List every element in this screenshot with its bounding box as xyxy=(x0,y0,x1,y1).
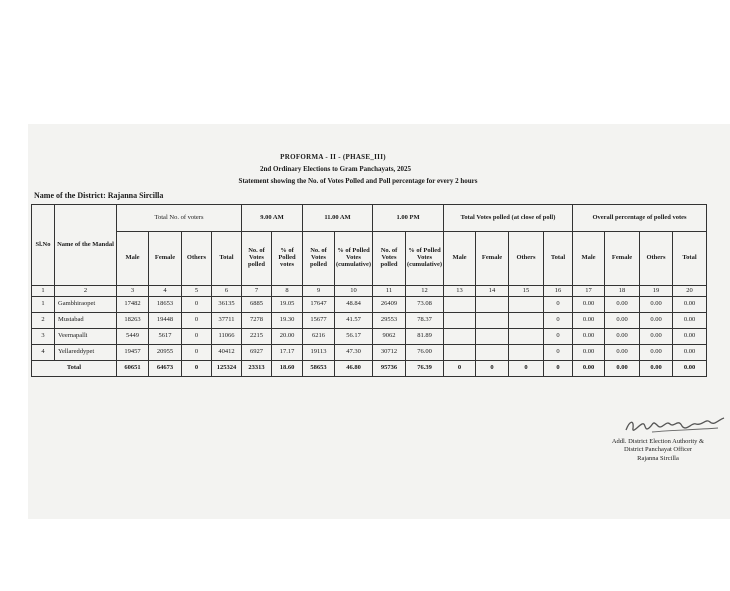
col-number: 2 xyxy=(55,286,117,297)
total-others: 0 xyxy=(182,361,212,377)
cell-pct-1pm: 81.89 xyxy=(406,329,444,345)
total-votes-9am: 23313 xyxy=(242,361,272,377)
total-overall-total: 0.00 xyxy=(673,361,707,377)
signature-line-1: Addl. District Election Authority & xyxy=(611,438,705,445)
cell-close-total: 0 xyxy=(544,297,573,313)
total-close-total: 0 xyxy=(544,361,573,377)
cell-close-others xyxy=(509,329,544,345)
header-total-voters: Total No. of voters xyxy=(117,205,242,232)
cell-overall-male: 0.00 xyxy=(573,297,605,313)
col-number: 8 xyxy=(272,286,303,297)
cell-overall-female: 0.00 xyxy=(605,329,640,345)
cell-close-others xyxy=(509,313,544,329)
subheader-close-total: Total xyxy=(544,232,573,286)
header-mandal: Name of the Mandal xyxy=(55,205,117,286)
col-number: 20 xyxy=(673,286,707,297)
cell-overall-total: 0.00 xyxy=(673,297,707,313)
subheader-close-female: Female xyxy=(476,232,509,286)
cell-close-total: 0 xyxy=(544,329,573,345)
subheader-female: Female xyxy=(149,232,182,286)
cell-pct-11am: 48.84 xyxy=(335,297,373,313)
cell-pct-11am: 56.17 xyxy=(335,329,373,345)
cell-votes-9am: 6885 xyxy=(242,297,272,313)
table-row xyxy=(32,329,707,345)
total-pct-9am: 18.60 xyxy=(272,361,303,377)
cell-pct-1pm: 73.08 xyxy=(406,297,444,313)
cell-mandal: Yellareddypet xyxy=(55,345,117,361)
total-votes-1pm: 95736 xyxy=(373,361,406,377)
total-overall-male: 0.00 xyxy=(573,361,605,377)
cell-total: 37711 xyxy=(212,313,242,329)
cell-close-female xyxy=(476,329,509,345)
document-page xyxy=(28,124,730,519)
table-row xyxy=(32,313,707,329)
col-number: 1 xyxy=(32,286,55,297)
cell-overall-female: 0.00 xyxy=(605,297,640,313)
total-label: Total xyxy=(32,361,117,377)
cell-sl: 3 xyxy=(32,329,55,345)
cell-sl: 4 xyxy=(32,345,55,361)
cell-others: 0 xyxy=(182,297,212,313)
signature-block xyxy=(588,414,728,463)
col-number: 7 xyxy=(242,286,272,297)
cell-male: 18263 xyxy=(117,313,149,329)
cell-overall-male: 0.00 xyxy=(573,313,605,329)
header-close-of-poll: Total Votes polled (at close of poll) xyxy=(444,205,573,232)
subheader-votes-polled-11am: No. of Votes polled xyxy=(303,232,335,286)
total-close-male: 0 xyxy=(444,361,476,377)
total-pct-1pm: 76.39 xyxy=(406,361,444,377)
cell-female: 19448 xyxy=(149,313,182,329)
column-number-row xyxy=(32,286,707,297)
cell-others: 0 xyxy=(182,345,212,361)
polling-table xyxy=(31,204,707,377)
cell-female: 5617 xyxy=(149,329,182,345)
col-number: 14 xyxy=(476,286,509,297)
col-number: 16 xyxy=(544,286,573,297)
col-number: 4 xyxy=(149,286,182,297)
col-number: 6 xyxy=(212,286,242,297)
cell-pct-9am: 19.05 xyxy=(272,297,303,313)
total-close-others: 0 xyxy=(509,361,544,377)
cell-pct-9am: 20.00 xyxy=(272,329,303,345)
cell-votes-11am: 15677 xyxy=(303,313,335,329)
district-name: Name of the District: Rajanna Sircilla xyxy=(34,191,164,200)
cell-female: 20955 xyxy=(149,345,182,361)
col-number: 18 xyxy=(605,286,640,297)
cell-overall-total: 0.00 xyxy=(673,345,707,361)
col-number: 12 xyxy=(406,286,444,297)
subheader-close-male: Male xyxy=(444,232,476,286)
cell-close-male xyxy=(444,297,476,313)
col-number: 9 xyxy=(303,286,335,297)
cell-overall-others: 0.00 xyxy=(640,297,673,313)
table-row xyxy=(32,345,707,361)
cell-votes-1pm: 26409 xyxy=(373,297,406,313)
total-male: 60651 xyxy=(117,361,149,377)
cell-close-female xyxy=(476,313,509,329)
cell-total: 36135 xyxy=(212,297,242,313)
subheader-overall-female: Female xyxy=(605,232,640,286)
cell-pct-9am: 17.17 xyxy=(272,345,303,361)
cell-votes-1pm: 9062 xyxy=(373,329,406,345)
col-number: 5 xyxy=(182,286,212,297)
cell-overall-female: 0.00 xyxy=(605,313,640,329)
cell-female: 18653 xyxy=(149,297,182,313)
cell-overall-total: 0.00 xyxy=(673,313,707,329)
subheader-pct-11am: % of Polled Votes (cumulative) xyxy=(335,232,373,286)
cell-close-total: 0 xyxy=(544,345,573,361)
cell-close-male xyxy=(444,329,476,345)
subheader-votes-polled-9am: No. of Votes polled xyxy=(242,232,272,286)
cell-close-male xyxy=(444,345,476,361)
subheader-male: Male xyxy=(117,232,149,286)
cell-overall-total: 0.00 xyxy=(673,329,707,345)
col-number: 11 xyxy=(373,286,406,297)
cell-sl: 2 xyxy=(32,313,55,329)
header-9am: 9.00 AM xyxy=(242,205,303,232)
subheader-total: Total xyxy=(212,232,242,286)
signature-line-2: District Panchayat Officer xyxy=(623,446,693,454)
header-overall-percentage: Overall percentage of polled votes xyxy=(573,205,707,232)
cell-male: 5449 xyxy=(117,329,149,345)
header-1pm: 1.00 PM xyxy=(373,205,444,232)
proforma-title: PROFORMA - II - (PHASE_III) xyxy=(280,153,386,161)
cell-others: 0 xyxy=(182,329,212,345)
cell-male: 19457 xyxy=(117,345,149,361)
col-number: 17 xyxy=(573,286,605,297)
cell-sl: 1 xyxy=(32,297,55,313)
cell-mandal: Mustabad xyxy=(55,313,117,329)
subheader-others: Others xyxy=(182,232,212,286)
cell-votes-11am: 17647 xyxy=(303,297,335,313)
col-number: 3 xyxy=(117,286,149,297)
cell-close-male xyxy=(444,313,476,329)
cell-mandal: Veernapalli xyxy=(55,329,117,345)
subheader-overall-total: Total xyxy=(673,232,707,286)
cell-votes-9am: 2215 xyxy=(242,329,272,345)
cell-votes-1pm: 29553 xyxy=(373,313,406,329)
total-close-female: 0 xyxy=(476,361,509,377)
cell-pct-1pm: 78.37 xyxy=(406,313,444,329)
cell-overall-others: 0.00 xyxy=(640,329,673,345)
cell-total: 11066 xyxy=(212,329,242,345)
subheader-overall-others: Others xyxy=(640,232,673,286)
cell-pct-11am: 41.57 xyxy=(335,313,373,329)
election-title: 2nd Ordinary Elections to Gram Panchayats, 2025 xyxy=(259,165,412,173)
cell-overall-male: 0.00 xyxy=(573,329,605,345)
cell-overall-female: 0.00 xyxy=(605,345,640,361)
statement-subtitle: Statement showing the No. of Votes Polled and Poll percentage for every 2 hours xyxy=(238,177,478,185)
total-overall-female: 0.00 xyxy=(605,361,640,377)
cell-overall-others: 0.00 xyxy=(640,345,673,361)
cell-close-female xyxy=(476,297,509,313)
total-row xyxy=(32,361,707,377)
total-votes-11am: 58653 xyxy=(303,361,335,377)
cell-overall-others: 0.00 xyxy=(640,313,673,329)
col-number: 15 xyxy=(509,286,544,297)
cell-votes-1pm: 30712 xyxy=(373,345,406,361)
cell-votes-11am: 6216 xyxy=(303,329,335,345)
col-number: 19 xyxy=(640,286,673,297)
total-pct-11am: 46.80 xyxy=(335,361,373,377)
header-slno: Sl.No xyxy=(32,205,55,286)
header-11am: 11.00 AM xyxy=(303,205,373,232)
cell-male: 17482 xyxy=(117,297,149,313)
col-number: 10 xyxy=(335,286,373,297)
col-number: 13 xyxy=(444,286,476,297)
cell-overall-male: 0.00 xyxy=(573,345,605,361)
cell-votes-11am: 19113 xyxy=(303,345,335,361)
cell-close-total: 0 xyxy=(544,313,573,329)
cell-others: 0 xyxy=(182,313,212,329)
handwritten-signature xyxy=(622,414,730,438)
total-overall-others: 0.00 xyxy=(640,361,673,377)
total-total: 125324 xyxy=(212,361,242,377)
subheader-votes-polled-1pm: No. of Votes polled xyxy=(373,232,406,286)
subheader-pct-9am: % of Polled votes xyxy=(272,232,303,286)
cell-pct-11am: 47.30 xyxy=(335,345,373,361)
subheader-overall-male: Male xyxy=(573,232,605,286)
cell-close-others xyxy=(509,297,544,313)
subheader-pct-1pm: % of Polled Votes (cumulative) xyxy=(406,232,444,286)
cell-pct-1pm: 76.00 xyxy=(406,345,444,361)
table-row xyxy=(32,297,707,313)
cell-mandal: Gambhiraopet xyxy=(55,297,117,313)
subheader-close-others: Others xyxy=(509,232,544,286)
cell-close-others xyxy=(509,345,544,361)
cell-total: 40412 xyxy=(212,345,242,361)
cell-pct-9am: 19.30 xyxy=(272,313,303,329)
total-female: 64673 xyxy=(149,361,182,377)
cell-votes-9am: 7278 xyxy=(242,313,272,329)
signature-line-3: Rajanna Sircilla xyxy=(637,454,679,462)
cell-close-female xyxy=(476,345,509,361)
cell-votes-9am: 6927 xyxy=(242,345,272,361)
